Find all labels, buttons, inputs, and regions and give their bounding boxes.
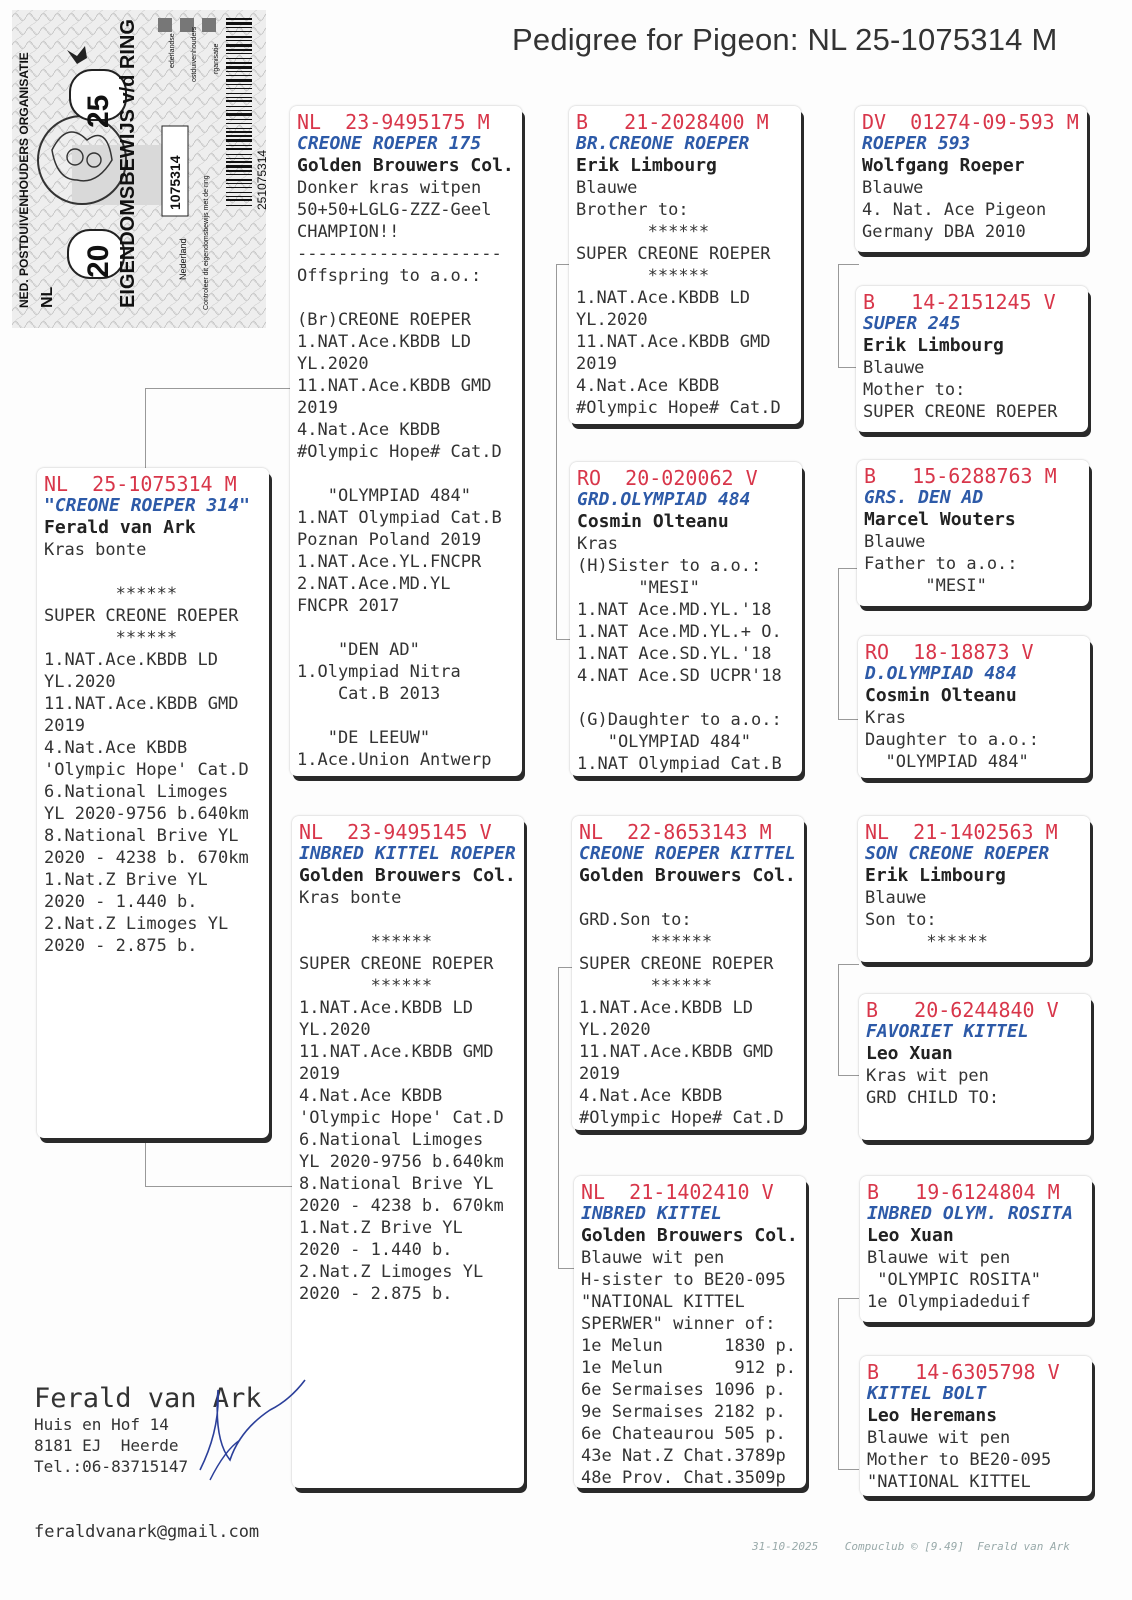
detail-line [579, 887, 798, 909]
detail-line: YL.2020 [576, 310, 648, 330]
detail-line: 2020 - 1.440 b. [44, 892, 198, 912]
pigeon-details [866, 1065, 1085, 1109]
pigeon-name: ROEPER 593 [862, 133, 971, 154]
detail-line: 1.NAT Olympiad Cat.B [577, 754, 782, 774]
detail-line: Daughter to a.o.: [865, 730, 1039, 750]
pigeon-details [297, 177, 516, 771]
connector-ds-parents [838, 964, 859, 1076]
detail-line: Blauwe [864, 532, 926, 552]
detail-line: 4.Nat.Ace KBDB [579, 1086, 723, 1106]
pigeon-details [863, 357, 1082, 423]
pigeon-name: SUPER 245 [863, 313, 961, 334]
detail-line: 1.NAT Olympiad Cat.B [297, 508, 502, 528]
pigeon-details [867, 1427, 1086, 1493]
ring-org-name: NED. POSTDUIVENHOUDERS ORGANISATIE [17, 52, 31, 308]
detail-line: 1.NAT.Ace.KBDB LD [299, 998, 473, 1018]
detail-line: "DE LEEUW" [297, 728, 431, 748]
detail-line: ****** [579, 976, 713, 996]
detail-line: 6e Sermaises 1096 p. [581, 1380, 786, 1400]
detail-line: 2.Nat.Z Limoges YL [299, 1262, 484, 1282]
detail-line: Blauwe wit pen [867, 1428, 1011, 1448]
detail-line: 9e Sermaises 2182 p. [581, 1402, 786, 1422]
detail-line: Kras wit pen [866, 1066, 989, 1086]
detail-line: YL 2020-9756 b.640km [44, 804, 249, 824]
detail-line: 1.NAT.Ace.KBDB LD [579, 998, 753, 1018]
pigeon-details [865, 707, 1084, 773]
owner-name: Erik Limbourg [865, 865, 1006, 886]
owner-name: Ferald van Ark [44, 517, 196, 538]
detail-line: 1e Melun 1830 p. [581, 1336, 796, 1356]
pigeon-details [44, 539, 263, 957]
detail-line: 'Olympic Hope' Cat.D [299, 1108, 504, 1128]
detail-line: 1.NAT.Ace.YL.FNCPR [297, 552, 482, 572]
detail-line: 2020 - 2.875 b. [299, 1284, 453, 1304]
connector-sd-parents [838, 568, 859, 720]
detail-line: 2020 - 2.875 b. [44, 936, 198, 956]
detail-line: SUPER CREONE ROEPER [44, 606, 239, 626]
pigeon-name: INBRED KITTEL [581, 1203, 722, 1224]
pigeon-card-ds [572, 816, 804, 1130]
detail-line: 11.NAT.Ace.KBDB GMD [44, 694, 239, 714]
pigeon-name: KITTEL BOLT [867, 1383, 987, 1404]
detail-line: ****** [579, 932, 713, 952]
detail-line: Mother to: [863, 380, 966, 400]
detail-line: Son to: [865, 910, 937, 930]
detail-line: Blauwe [865, 888, 927, 908]
detail-line: 1.Ace.Union Antwerp [297, 750, 492, 770]
detail-line: YL.2020 [579, 1020, 651, 1040]
detail-line: "NATIONAL KITTEL [581, 1292, 745, 1312]
detail-line: (Br)CREONE ROEPER [297, 310, 471, 330]
owner-name: Leo Xuan [867, 1225, 954, 1246]
detail-line: 6.National Limoges [44, 782, 229, 802]
detail-line: 1e Melun 912 p. [581, 1358, 796, 1378]
detail-line: Poznan Poland 2019 [297, 530, 482, 550]
pigeon-details [579, 887, 798, 1129]
owner-name: Wolfgang Roeper [862, 155, 1025, 176]
breeder-name: Ferald van Ark [34, 1383, 262, 1414]
detail-line: ****** [299, 932, 433, 952]
ring-certificate [12, 10, 269, 328]
ring-certificate-graphic [12, 10, 269, 328]
detail-line: 1.Nat.Z Brive YL [299, 1218, 463, 1238]
pigeon-card-dsd [859, 994, 1091, 1140]
pigeon-name: CREONE ROEPER KITTEL [579, 843, 796, 864]
detail-line: YL.2020 [297, 354, 369, 374]
ring-number: NL 21-1402410 V [581, 1180, 774, 1204]
pigeon-card-ssd [856, 286, 1088, 432]
ring-number: B 19-6124804 M [867, 1180, 1060, 1204]
pigeon-name: INBRED OLYM. ROSITA [867, 1203, 1073, 1224]
detail-line: Blauwe [863, 358, 925, 378]
ring-year-left: 20 [82, 244, 115, 278]
pigeon-name: FAVORIET KITTEL [866, 1021, 1029, 1042]
ring-bewijs-title: EIGENDOMSBEWIJS v/d RING [117, 19, 139, 308]
detail-line: Kras [577, 534, 618, 554]
pigeon-card-sire [290, 106, 522, 776]
pigeon-details [864, 531, 1083, 597]
detail-line: "OLYMPIC ROSITA" [867, 1270, 1041, 1290]
pigeon-card-ddd [860, 1356, 1092, 1496]
detail-line: 2019 [576, 354, 617, 374]
detail-line: 1.NAT.Ace.KBDB LD [44, 650, 218, 670]
pigeon-details [577, 533, 796, 775]
detail-line: Cat.B 2013 [297, 684, 441, 704]
footer-author: Ferald van Ark [977, 1540, 1070, 1553]
detail-line [44, 561, 263, 583]
detail-line: (H)Sister to a.o.: [577, 556, 762, 576]
detail-line: Kras bonte [44, 540, 147, 560]
detail-line: GRD.Son to: [579, 910, 692, 930]
pigeon-name: CREONE ROEPER 175 [297, 133, 482, 154]
detail-line: 2.NAT.Ace.MD.YL [297, 574, 451, 594]
footer-software: Compuclub © [9.49] [844, 1540, 964, 1553]
connector-dd-parents [838, 1298, 859, 1470]
breeder-phone: Tel.:06-83715147 [34, 1457, 189, 1476]
pigeon-details [299, 887, 518, 1305]
detail-line: Blauwe wit pen [867, 1248, 1011, 1268]
pigeon-details [581, 1247, 800, 1489]
breeder-email: feraldvanark@gmail.com [34, 1522, 260, 1542]
detail-line [297, 463, 516, 485]
detail-line: 2019 [299, 1064, 340, 1084]
pigeon-details [865, 887, 1084, 953]
detail-line: 4.NAT Ace.SD UCPR'18 [577, 666, 782, 686]
detail-line: 48e Prov. Chat.3509p [581, 1468, 786, 1488]
owner-name: Golden Brouwers Col. [579, 865, 796, 886]
detail-line: "MESI" [577, 578, 700, 598]
ring-number: NL 21-1402563 M [865, 820, 1058, 844]
signature-icon [180, 1370, 320, 1490]
pigeon-name: INBRED KITTEL ROEPER [299, 843, 516, 864]
detail-line: 1e Olympiadeduif [867, 1292, 1031, 1312]
npo-o-text: rganisatie [213, 43, 220, 74]
owner-name: Marcel Wouters [864, 509, 1016, 530]
detail-line: SUPER CREONE ROEPER [579, 954, 774, 974]
detail-line: 1.NAT Ace.MD.YL.'18 [577, 600, 772, 620]
detail-line: #Olympic Hope# Cat.D [576, 398, 781, 418]
detail-line: "OLYMPIAD 484" [577, 732, 751, 752]
owner-name: Cosmin Olteanu [865, 685, 1017, 706]
detail-line [297, 287, 516, 309]
ring-number: B 21-2028400 M [576, 110, 769, 134]
detail-line: 11.NAT.Ace.KBDB GMD [576, 332, 771, 352]
connector-sire [145, 388, 296, 471]
detail-line: 50+50+LGLG-ZZZ-Geel [297, 200, 492, 220]
detail-line: Kras bonte [299, 888, 402, 908]
npo-p-text: ostduivenhouders [191, 26, 198, 82]
owner-name: Golden Brouwers Col. [299, 865, 516, 886]
ring-number: NL 22-8653143 M [579, 820, 772, 844]
detail-line [297, 705, 516, 727]
detail-line: Mother to BE20-095 [867, 1450, 1052, 1470]
ring-number: 1075314 [167, 155, 183, 210]
detail-line [297, 617, 516, 639]
pigeon-card-sds [857, 460, 1089, 606]
ring-number: NL 23-9495175 M [297, 110, 490, 134]
ring-number: B 20-6244840 V [866, 998, 1059, 1022]
detail-line: SUPER CREONE ROEPER [299, 954, 494, 974]
detail-line: 6.National Limoges [299, 1130, 484, 1150]
breeder-street: Huis en Hof 14 [34, 1415, 169, 1434]
pigeon-card-ss [569, 106, 801, 424]
detail-line: #Olympic Hope# Cat.D [579, 1108, 784, 1128]
ring-number: B 15-6288763 M [864, 464, 1057, 488]
detail-line: CHAMPION!! [297, 222, 400, 242]
ring-control-text: Controleer dit eigendomsbewijs met de ring [203, 175, 210, 310]
pigeon-details [576, 177, 795, 419]
pigeon-card-sss [855, 106, 1087, 252]
detail-line: (G)Daughter to a.o.: [577, 710, 782, 730]
detail-line: "MESI" [864, 576, 987, 596]
pigeon-card-sdd [858, 636, 1090, 778]
pigeon-card-dd [574, 1176, 806, 1488]
detail-line: Blauwe [862, 178, 924, 198]
pigeon-name: GRS. DEN AD [864, 487, 984, 508]
pigeon-card-dds [860, 1176, 1092, 1322]
detail-line: 2019 [579, 1064, 620, 1084]
ring-number: RO 18-18873 V [865, 640, 1034, 664]
pigeon-name: BR.CREONE ROEPER [576, 133, 750, 154]
detail-line: YL 2020-9756 b.640km [299, 1152, 504, 1172]
npo-n-text: ederlandse [169, 33, 176, 68]
page-title: Pedigree for Pigeon: NL 25-1075314 M [512, 22, 1058, 57]
ring-number: NL 25-1075314 M [44, 472, 237, 496]
ring-year-right: 25 [82, 94, 115, 128]
detail-line: 1.NAT Ace.MD.YL.+ O. [577, 622, 782, 642]
detail-line: YL.2020 [299, 1020, 371, 1040]
owner-name: Golden Brouwers Col. [297, 155, 514, 176]
owner-name: Erik Limbourg [863, 335, 1004, 356]
detail-line: "OLYMPIAD 484" [865, 752, 1029, 772]
owner-name: Golden Brouwers Col. [581, 1225, 798, 1246]
detail-line: Blauwe [576, 178, 638, 198]
owner-name: Leo Xuan [866, 1043, 953, 1064]
detail-line: 6e Chateaurou 505 p. [581, 1424, 786, 1444]
detail-line: ****** [576, 266, 710, 286]
detail-line: 1.NAT Ace.SD.YL.'18 [577, 644, 772, 664]
detail-line: Germany DBA 2010 [862, 222, 1026, 242]
detail-line: -------------------- [297, 244, 502, 264]
footer-date: 31-10-2025 [752, 1540, 819, 1553]
barcode-number: 251075314 [255, 149, 269, 210]
detail-line: 1.Nat.Z Brive YL [44, 870, 208, 890]
detail-line: 2019 [44, 716, 85, 736]
pigeon-card-sd [570, 462, 802, 776]
detail-line: 2020 - 4238 b. 670km [44, 848, 249, 868]
pigeon-card-dam [292, 816, 524, 1488]
detail-line: ****** [299, 976, 433, 996]
owner-name: Cosmin Olteanu [577, 511, 729, 532]
detail-line: SUPER CREONE ROEPER [576, 244, 771, 264]
detail-line: 43e Nat.Z Chat.3789p [581, 1446, 786, 1466]
detail-line: ****** [865, 932, 988, 952]
detail-line [577, 687, 796, 709]
ring-number: DV 01274-09-593 M [862, 110, 1079, 134]
pigeon-name: SON CREONE ROEPER [865, 843, 1050, 864]
pigeon-name: "CREONE ROEPER 314" [44, 495, 250, 516]
pigeon-card-dss [858, 816, 1090, 962]
breeder-city: 8181 EJ Heerde [34, 1436, 179, 1455]
detail-line: 2020 - 4238 b. 670km [299, 1196, 504, 1216]
owner-name: Erik Limbourg [576, 155, 717, 176]
detail-line: #Olympic Hope# Cat.D [297, 442, 502, 462]
detail-line: "OLYMPIAD 484" [297, 486, 471, 506]
owner-name: Leo Heremans [867, 1405, 998, 1426]
pigeon-name: D.OLYMPIAD 484 [865, 663, 1017, 684]
detail-line: 2019 [297, 398, 338, 418]
pigeon-card-subject [37, 468, 269, 1138]
ring-number: RO 20-020062 V [577, 466, 758, 490]
footer [752, 1540, 1070, 1553]
detail-line: FNCPR 2017 [297, 596, 400, 616]
pigeon-name: GRD.OLYMPIAD 484 [577, 489, 751, 510]
detail-line: ****** [576, 222, 710, 242]
ring-number: NL 23-9495145 V [299, 820, 492, 844]
detail-line: "DEN AD" [297, 640, 420, 660]
ring-number: B 14-2151245 V [863, 290, 1056, 314]
detail-line: 4. Nat. Ace Pigeon [862, 200, 1047, 220]
detail-line: 'Olympic Hope' Cat.D [44, 760, 249, 780]
detail-line: ****** [44, 584, 178, 604]
detail-line: ****** [44, 628, 178, 648]
detail-line: 11.NAT.Ace.KBDB GMD [299, 1042, 494, 1062]
detail-line: H-sister to BE20-095 [581, 1270, 786, 1290]
ring-number: B 14-6305798 V [867, 1360, 1060, 1384]
detail-line: 11.NAT.Ace.KBDB GMD [297, 376, 492, 396]
ring-country: NL [39, 286, 56, 308]
detail-line: Brother to: [576, 200, 689, 220]
detail-line: SUPER CREONE ROEPER [863, 402, 1058, 422]
detail-line: 1.NAT.Ace.KBDB LD [576, 288, 750, 308]
detail-line: Blauwe wit pen [581, 1248, 725, 1268]
detail-line [299, 909, 518, 931]
detail-line: GRD CHILD TO: [866, 1088, 1000, 1108]
detail-line: 8.National Brive YL [44, 826, 239, 846]
detail-line: 4.Nat.Ace KBDB [299, 1086, 443, 1106]
detail-line: Kras [865, 708, 906, 728]
ring-nederland: Nederland [178, 238, 188, 280]
detail-line: Donker kras witpen [297, 178, 482, 198]
detail-line: 4.Nat.Ace KBDB [576, 376, 720, 396]
detail-line: 1.NAT.Ace.KBDB LD [297, 332, 471, 352]
detail-line: 2020 - 1.440 b. [299, 1240, 453, 1260]
detail-line: SPERWER" winner of: [581, 1314, 776, 1334]
detail-line: Father to a.o.: [864, 554, 1018, 574]
connector-dam [145, 1138, 296, 1187]
detail-line: 2.Nat.Z Limoges YL [44, 914, 229, 934]
detail-line: "NATIONAL KITTEL [867, 1472, 1031, 1492]
pigeon-details [867, 1247, 1086, 1313]
detail-line: 11.NAT.Ace.KBDB GMD [579, 1042, 774, 1062]
detail-line: 4.Nat.Ace KBDB [297, 420, 441, 440]
pigeon-details [862, 177, 1081, 243]
detail-line: 1.Olympiad Nitra [297, 662, 461, 682]
detail-line: 8.National Brive YL [299, 1174, 494, 1194]
detail-line: YL.2020 [44, 672, 116, 692]
detail-line: Offspring to a.o.: [297, 266, 482, 286]
detail-line: 4.Nat.Ace KBDB [44, 738, 188, 758]
